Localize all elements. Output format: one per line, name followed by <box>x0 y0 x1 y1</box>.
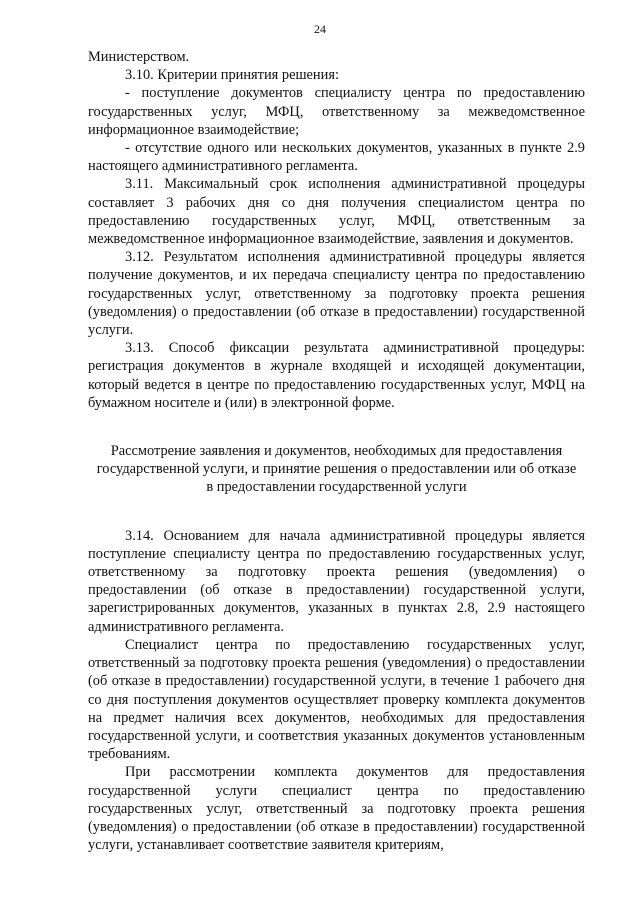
page-number: 24 <box>314 22 326 36</box>
paragraph-specialist-check: Специалист центра по предоставлению государственных услуг, ответственный за подготовку проекта решения (уведомления) о предоставлении (об отказе в предоставлении) государственной услуги, в течение 1 рабочего дня со дня поступления документов осуществляет проверку комплекта документов на предмет наличия всех документов, необходимых для предоставления государственной услуги, и соответствия указанных документов установленным требованиям. <box>88 636 585 763</box>
paragraph-3-10: 3.10. Критерии принятия решения: <box>125 67 339 84</box>
criterion-item-1: - поступление документов специалисту центра по предоставлению государственных услуг, МФЦ, ответственному за межведомственное информационное взаимодействие; <box>88 85 585 138</box>
section-heading: Рассмотрение заявления и документов, необходимых для предоставления государственной услуги, и принятие решения о предоставлении или об отказе в предоставлении государственной услуги <box>96 443 577 496</box>
paragraph-3-11: 3.11. Максимальный срок исполнения административной процедуры составляет 3 рабочих дня со дня получения специалистом центра по предоставлению государственных услуг, МФЦ, ответственным за межведомственное информационное взаимодействие, заявления и документов. <box>88 176 585 248</box>
paragraph-3-12: 3.12. Результатом исполнения административной процедуры является получение документов, и их передача специалисту центра по предоставлению государственных услуг, ответственному за подготовку проекта решения (уведомления) о предоставлении (об отказе в предоставлении) государственной услуги. <box>88 249 585 339</box>
paragraph-3-13: 3.13. Способ фиксации результата административной процедуры: регистрация документов в журнале входящей и исходящей документации, который ведется в центре по предоставлению государственных услуг, МФЦ на бумажном носителе и (или) в электронной форме. <box>88 340 585 411</box>
paragraph-review: При рассмотрении комплекта документов для предоставления государственной услуги специалист центра по предоставлению государственных услуг, ответственный за подготовку проекта решения (уведомления) о предоставлении (об отказе в предоставлении) государственной услуги, устанавливает соответствие заявителя критериям, <box>88 764 585 854</box>
paragraph-3-14: 3.14. Основанием для начала административной процедуры является поступление специалисту центра по предоставлению государственных услуг, ответственному за подготовку проекта решения (уведомления) о предоставлении (об отказе в предоставлении) государственной услуги, зарегистрированных документов, указанных в пунктах 2.8, 2.9 настоящего административного регламента. <box>88 527 585 635</box>
paragraph-continuation: Министерством. <box>88 49 190 65</box>
document-body <box>88 48 585 854</box>
criterion-item-2: - отсутствие одного или нескольких документов, указанных в пункте 2.9 настоящего административного регламента. <box>88 140 585 175</box>
